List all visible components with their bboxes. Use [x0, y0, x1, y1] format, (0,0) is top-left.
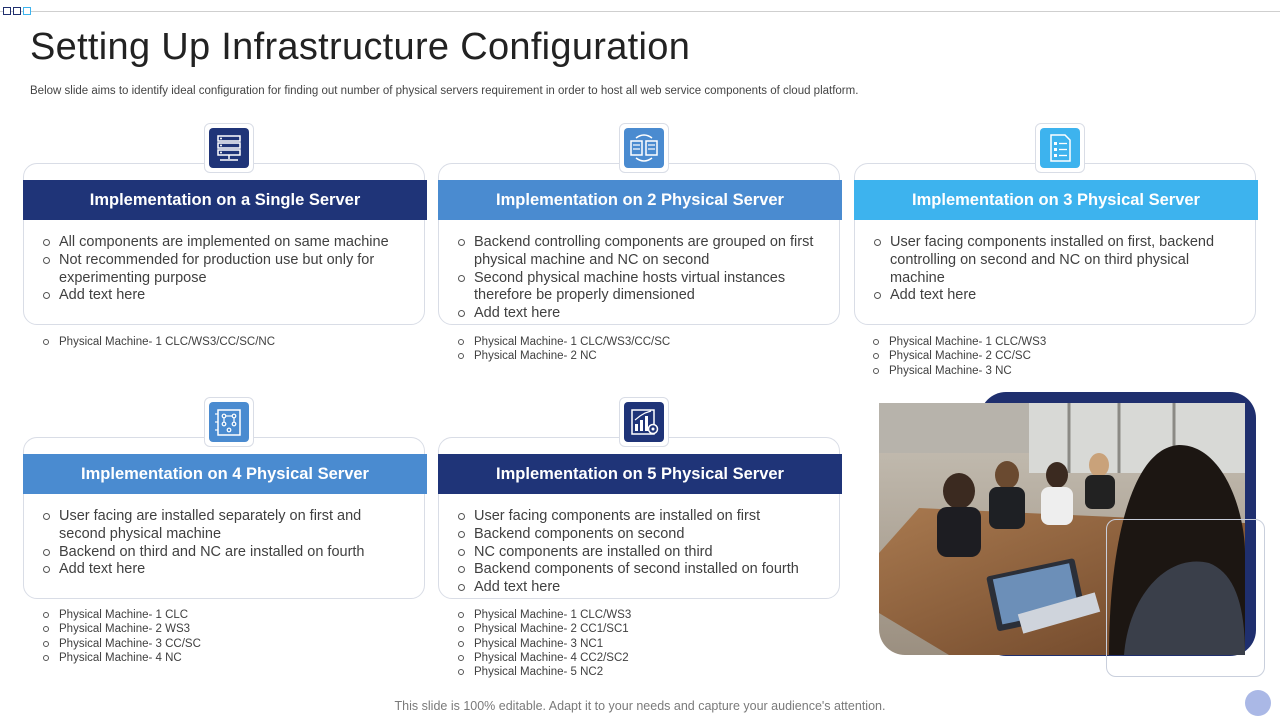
machine-item: Physical Machine- 2 NC [455, 349, 670, 363]
machine-list [870, 335, 1046, 378]
machine-list [455, 335, 670, 364]
bullet-item: Backend controlling components are grouped on first physical machine and NC on second [455, 234, 827, 270]
slide-title: Setting Up Infrastructure Configuration [30, 26, 691, 68]
machine-item: Physical Machine- 1 CLC [40, 608, 201, 622]
server-rack-icon [209, 128, 249, 168]
bullet-item: Add text here [40, 561, 412, 579]
analytics-gear-icon [624, 402, 664, 442]
bullet-item: All components are implemented on same machine [40, 234, 412, 252]
card-bullets [871, 234, 1243, 305]
card-heading: Implementation on 5 Physical Server [438, 454, 842, 494]
machine-item: Physical Machine- 5 NC2 [455, 665, 631, 679]
card-heading: Implementation on 3 Physical Server [854, 180, 1258, 220]
bullet-item: Not recommended for production use but only for experimenting purpose [40, 252, 412, 288]
machine-item: Physical Machine- 2 CC1/SC1 [455, 622, 631, 636]
card-bullets [40, 508, 412, 579]
machine-list [40, 608, 201, 665]
bullet-item: Backend components on second [455, 526, 827, 544]
card-heading: Implementation on a Single Server [23, 180, 427, 220]
card-3-physical-server [854, 163, 1256, 325]
server-rack-icon-frame [204, 123, 254, 173]
card-2-physical-server [438, 163, 840, 325]
bullet-item: User facing are installed separately on first and second physical machine [40, 508, 412, 544]
card-bullets [455, 508, 827, 597]
card-single-server [23, 163, 425, 325]
bullet-item: Add text here [871, 287, 1243, 305]
machine-item: Physical Machine- 4 CC2/SC2 [455, 651, 631, 665]
slide-footer: This slide is 100% editable. Adapt it to your needs and capture your audience's attention. [394, 699, 886, 713]
bullet-item: User facing components are installed on first [455, 508, 827, 526]
machine-list [40, 335, 275, 349]
machine-list [455, 608, 631, 679]
window-control-square-1[interactable] [3, 7, 11, 15]
card-heading: Implementation on 4 Physical Server [23, 454, 427, 494]
window-control-square-2[interactable] [13, 7, 21, 15]
machine-item: Physical Machine- 3 NC [870, 364, 1046, 378]
bullet-item: Add text here [455, 579, 827, 597]
top-divider [0, 11, 1280, 12]
bullet-item: User facing components installed on first, backend controlling on second and NC on third physical machine [871, 234, 1243, 287]
bullet-item: Second physical machine hosts virtual instances therefore be properly dimensioned [455, 270, 827, 306]
machine-item: Physical Machine- 4 NC [40, 651, 201, 665]
photo-outline-frame [1106, 519, 1265, 677]
corner-dot [1245, 690, 1271, 716]
bullet-item: Add text here [40, 287, 412, 305]
bullet-item: Add text here [455, 305, 827, 323]
bullet-item: Backend on third and NC are installed on fourth [40, 544, 412, 562]
server-sync-icon [624, 128, 664, 168]
machine-item: Physical Machine- 3 NC1 [455, 637, 631, 651]
card-heading: Implementation on 2 Physical Server [438, 180, 842, 220]
machine-item: Physical Machine- 3 CC/SC [40, 637, 201, 651]
bullet-item: NC components are installed on third [455, 544, 827, 562]
card-4-physical-server [23, 437, 425, 599]
checklist-document-icon [1040, 128, 1080, 168]
checklist-document-icon-frame [1035, 123, 1085, 173]
bullet-item: Backend components of second installed on fourth [455, 561, 827, 579]
machine-item: Physical Machine- 1 CLC/WS3/CC/SC/NC [40, 335, 275, 349]
machine-item: Physical Machine- 2 CC/SC [870, 349, 1046, 363]
card-5-physical-server [438, 437, 840, 599]
machine-item: Physical Machine- 1 CLC/WS3 [870, 335, 1046, 349]
analytics-gear-icon-frame [619, 397, 669, 447]
machine-item: Physical Machine- 1 CLC/WS3 [455, 608, 631, 622]
card-bullets [40, 234, 412, 305]
card-bullets [455, 234, 827, 323]
circuit-board-icon-frame [204, 397, 254, 447]
machine-item: Physical Machine- 1 CLC/WS3/CC/SC [455, 335, 670, 349]
window-control-square-3[interactable] [23, 7, 31, 15]
machine-item: Physical Machine- 2 WS3 [40, 622, 201, 636]
slide-subtitle: Below slide aims to identify ideal configuration for finding out number of physical servers requirement in order to host all web service components of cloud platform. [30, 85, 859, 97]
server-sync-icon-frame [619, 123, 669, 173]
circuit-board-icon [209, 402, 249, 442]
